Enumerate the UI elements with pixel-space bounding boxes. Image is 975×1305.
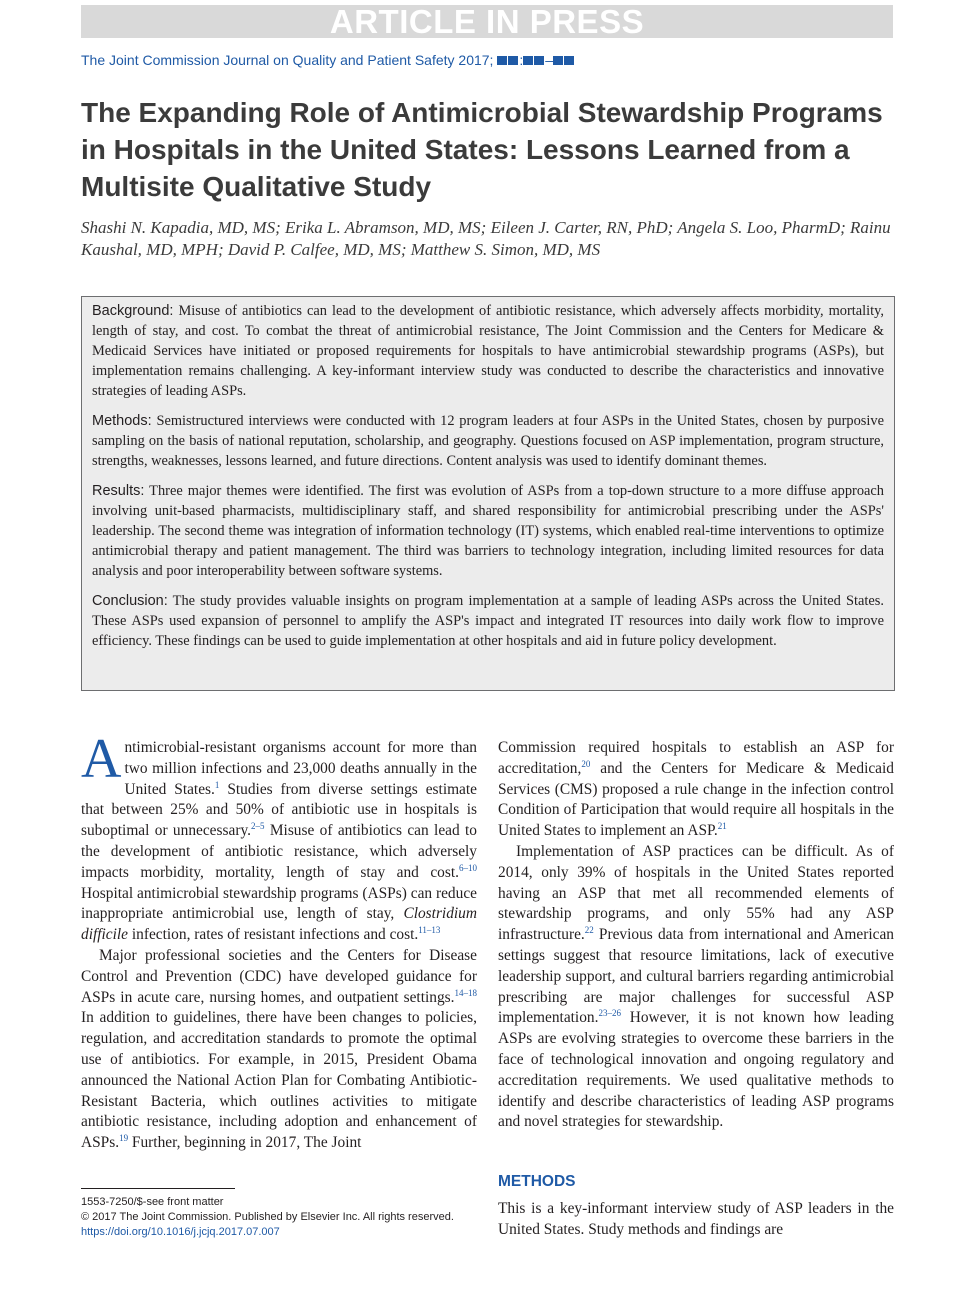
body-paragraph [498, 738, 894, 842]
doi-link[interactable]: https://doi.org/10.1016/j.jcjq.2017.07.007 [81, 1226, 280, 1238]
body-text: Further, beginning in 2017, The Joint [128, 1134, 362, 1152]
journal-citation [81, 52, 575, 68]
citation-ref[interactable]: 2–5 [251, 821, 265, 832]
body-text: However, it is not known how leading ASPs are evolving strategies to overcome these barriers in the face of technological innovation and ongoing regulatory and accreditation requirements. We used qualitative methods to identify and describe characteristics of leading ASP programs and novel strategies for stewardship. [498, 1009, 894, 1131]
body-text: infection, rates of resistant infections and cost. [128, 926, 419, 944]
body-text: Studies from diverse settings estimate that between 25% and 50% of antibiotic use in hospitals is suboptimal or unnecessary. [81, 780, 478, 840]
citation-ref[interactable]: 11–13 [418, 925, 441, 936]
citation-ref[interactable]: 14–18 [454, 987, 477, 998]
abstract-label: Methods: [92, 413, 152, 429]
citation-ref[interactable]: 6–10 [459, 862, 477, 873]
citation-ref[interactable]: 19 [119, 1133, 129, 1144]
abstract-conclusion [92, 591, 884, 651]
drop-cap: A [81, 728, 122, 790]
abstract-label: Background: [92, 303, 174, 319]
body-paragraph [498, 842, 894, 1133]
abstract-text: Three major themes were identified. The first was evolution of ASPs from a top-down structure to a more diffuse approach involving unit-based pharmacists, multidisciplinary staff, and shared responsibility for antimicrobial prescribing under the ASPs' leadership. The second theme was integration of information technology (IT) systems, which enabled real-time interventions to optimize antimicrobial therapy and patient management. The third was barriers to technology integration, including limited resources for data analysis and poor interoperability between software systems. [92, 483, 884, 579]
section-heading-methods: METHODS [498, 1173, 576, 1190]
abstract-box [81, 296, 895, 691]
article-in-press-banner: ARTICLE IN PRESS [81, 5, 893, 38]
citation-ref[interactable]: 1 [214, 779, 220, 790]
abstract-results [92, 481, 884, 581]
journal-name: The Joint Commission Journal on Quality and Patient Safety 2017; [81, 52, 494, 68]
body-text: Hospital antimicrobial stewardship programs (ASPs) can reduce inappropriate antimicrobial use, length of stay, [81, 884, 477, 923]
citation-ref[interactable]: 23–26 [598, 1008, 621, 1019]
body-text: Commission required hospitals to establish an ASP for accreditation, [498, 739, 894, 777]
body-column-right [498, 738, 894, 1133]
body-text: Misuse of antibiotics can lead to the development of antibiotic resistance, which adversely impacts morbidity, mortality, length of stay and cost. [81, 822, 477, 881]
abstract-text: Misuse of antibiotics can lead to the development of antibiotic resistance, which adversely affects morbidity, mortality, length of stay, and cost. To combat the threat of antimicrobial resistance, The Joint Commission and the Centers for Medicare & Medicaid Services have initiated or proposed requirements for hospitals to have antimicrobial stewardship programs (ASPs), but implementation remains challenging. A key-informant interview study was conducted to describe the characteristics and innovative strategies of leading ASPs. [92, 303, 884, 399]
methods-paragraph [498, 1199, 894, 1241]
body-text: and the Centers for Medicare & Medicaid Services (CMS) proposed a rule change in the infection control Condition of Participation that would require all hospitals in the United States to implement an ASP. [498, 759, 894, 840]
body-text: In addition to guidelines, there have been changes to policies, regulation, and accreditation standards to promote the optimal use of antibiotics. For example, in 2015, President Obama announced the National Action Plan for Combating Antibiotic-Resistant Bacteria, which outlines activities to mitigate antibiotic resistance, including adoption and enhancement of ASPs. [81, 1009, 477, 1152]
citation-ref[interactable]: 22 [584, 925, 594, 936]
abstract-text: The study provides valuable insights on program implementation at a sample of leading ASPs across the United States. These ASPs used expansion of personnel to amplify the ASP's impact and integrated IT resources into daily work flow to improve efficiency. These findings can be used to guide implementation at other hospitals and aid in future policy development. [92, 593, 884, 649]
abstract-label: Conclusion: [92, 593, 168, 609]
footer-divider [81, 1188, 235, 1189]
author-list: Shashi N. Kapadia, MD, MS; Erika L. Abramson, MD, MS; Eileen J. Carter, RN, PhD; Angela S. Loo, PharmD; Rainu Kaushal, MD, MPH; David P. Calfee, MD, MS; Matthew S. Simon, MD, MS [81, 218, 891, 259]
abstract-text: Semistructured interviews were conducted with 12 program leaders at four ASPs in the United States, chosen by purposive sampling on the basis of national reputation, scholarship, and geography. Questions focused on ASP implementation, program structure, strengths, weaknesses, lessons learned, and future directions. Content analysis was used to identify dominant themes. [92, 413, 884, 469]
article-title: The Expanding Role of Antimicrobial Stewardship Programs in Hospitals in the United States: Lessons Learned from a Multisite Qualitative Study [81, 97, 883, 202]
abstract-methods [92, 411, 884, 471]
abstract-label: Results: [92, 483, 145, 499]
issn-line: 1553-7250/$-see front matter [81, 1196, 224, 1208]
body-text: Major professional societies and the Centers for Disease Control and Prevention (CDC) have developed guidance for ASPs in acute care, nursing homes, and outpatient settings. [81, 946, 477, 1006]
placeholder-blocks: : – [497, 52, 575, 68]
copyright-line: © 2017 The Joint Commission. Published by Elsevier Inc. All rights reserved. [81, 1211, 454, 1223]
body-text: This is a key-informant interview study of ASP leaders in the United States. Study methods and findings are [498, 1200, 894, 1238]
abstract-background [92, 301, 884, 401]
body-paragraph [81, 728, 478, 946]
body-column-left [81, 728, 478, 1154]
citation-ref[interactable]: 21 [717, 821, 727, 832]
body-text: Previous data from international and American settings suggest that resource limitations, lack of executive leadership support, and cultural barriers regarding antimicrobial prescribing are major challenges for successful ASP implementation. [498, 926, 894, 1027]
body-paragraph [81, 946, 477, 1154]
citation-ref[interactable]: 20 [581, 758, 591, 769]
footer [81, 1195, 454, 1240]
body-text: ntimicrobial-resistant organisms account for more than two million infections and 23,000 deaths annually in the United States. [124, 739, 477, 798]
species-name: Clostridium difficile [81, 905, 477, 944]
body-text: Implementation of ASP practices can be difficult. As of 2014, only 39% of hospitals in the United States reported having an ASP that met all recommended elements of stewardship programs, and only 55% had any ASP infrastructure. [498, 842, 894, 944]
